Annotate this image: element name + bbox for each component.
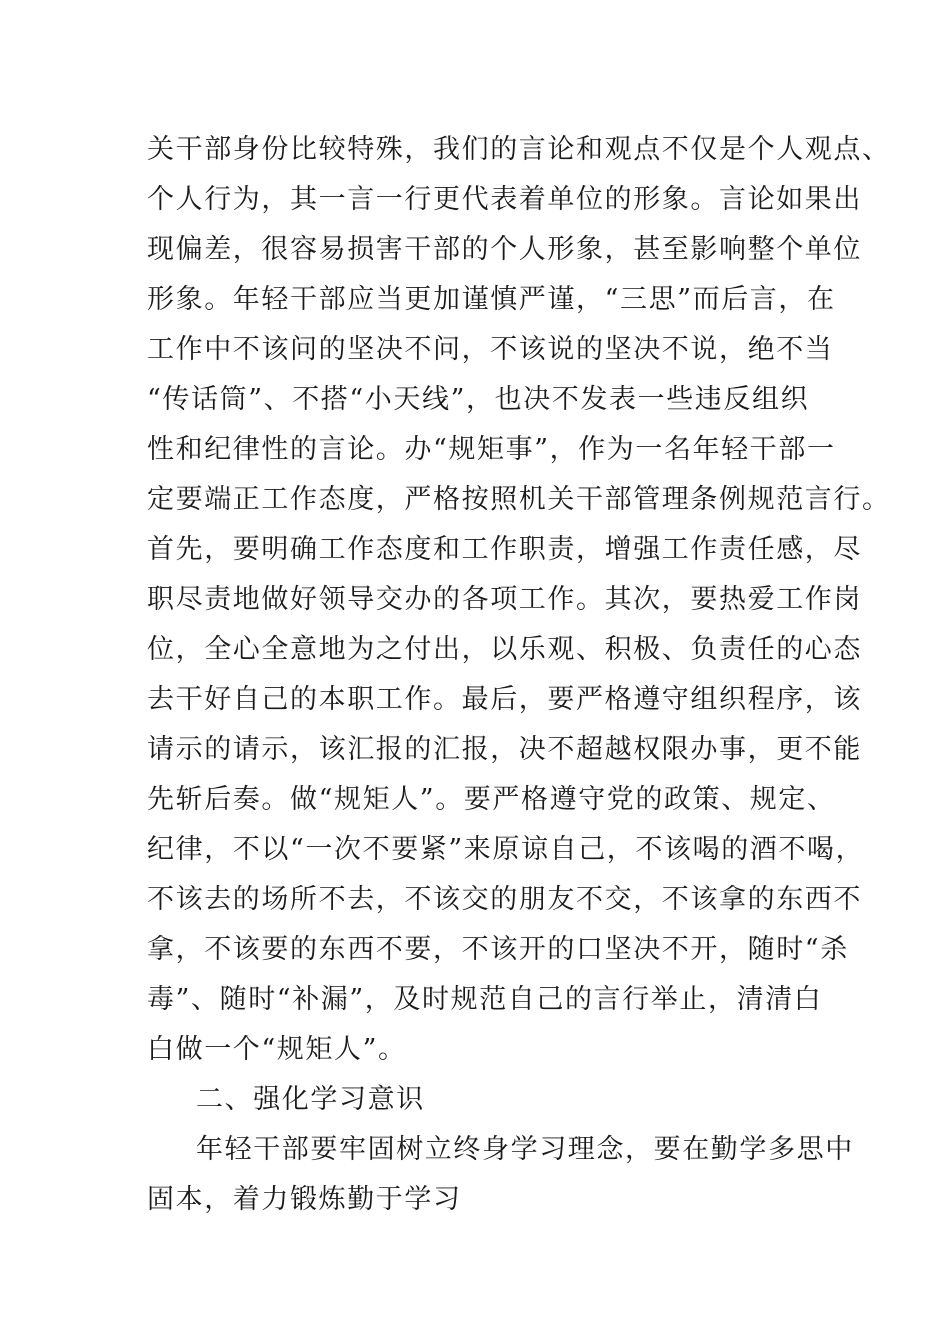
- text-line: 首先，要明确工作态度和工作职责，增强工作责任感，尽: [147, 534, 862, 565]
- text-line: 个人行为，其一言一行更代表着单位的形象。言论如果出: [147, 184, 862, 215]
- text-line: 拿，不该要的东西不要，不该开的口坚决不开，随时“杀: [147, 934, 849, 965]
- text-line: 定要端正工作态度，严格按照机关干部管理条例规范言行。: [147, 484, 891, 515]
- text-line: “传话筒”、不搭“小天线”，也决不发表一些违反组织: [147, 384, 810, 415]
- text-line: 固本，着力锻炼勤于学习: [147, 1184, 462, 1215]
- text-line: 毒”、随时“补漏”，及时规范自己的言行举止，清清白: [147, 984, 823, 1015]
- text-line: 年轻干部要牢固树立终身学习理念，要在勤学多思中: [196, 1134, 854, 1165]
- text-line: 纪律，不以“一次不要紧”来原谅自己，不该喝的酒不喝，: [147, 834, 865, 865]
- text-line: 位，全心全意地为之付出，以乐观、积极、负责任的心态: [147, 634, 862, 665]
- text-line: 请示的请示，该汇报的汇报，决不超越权限办事，更不能: [147, 734, 862, 765]
- text-line: 关干部身份比较特殊，我们的言论和观点不仅是个人观点、: [147, 134, 891, 165]
- text-line: 去干好自己的本职工作。最后，要严格遵守组织程序，该: [147, 684, 862, 715]
- text-line: 职尽责地做好领导交办的各项工作。其次，要热爱工作岗: [147, 584, 862, 615]
- text-line: 现偏差，很容易损害干部的个人形象，甚至影响整个单位: [147, 234, 862, 265]
- section-heading: 二、强化学习意识: [196, 1084, 425, 1115]
- text-line: 白做一个“规矩人”。: [147, 1034, 407, 1065]
- text-line: 性和纪律性的言论。办“规矩事”，作为一名年轻干部一: [147, 434, 836, 465]
- text-line: 不该去的场所不去，不该交的朋友不交，不该拿的东西不: [147, 884, 862, 915]
- text-line: 形象。年轻干部应当更加谨慎严谨，“三思”而后言，在: [147, 284, 836, 315]
- text-line: 工作中不该问的坚决不问，不该说的坚决不说，绝不当: [147, 334, 834, 365]
- text-line: 先斩后奏。做“规矩人”。要严格遵守党的政策、规定、: [147, 784, 836, 815]
